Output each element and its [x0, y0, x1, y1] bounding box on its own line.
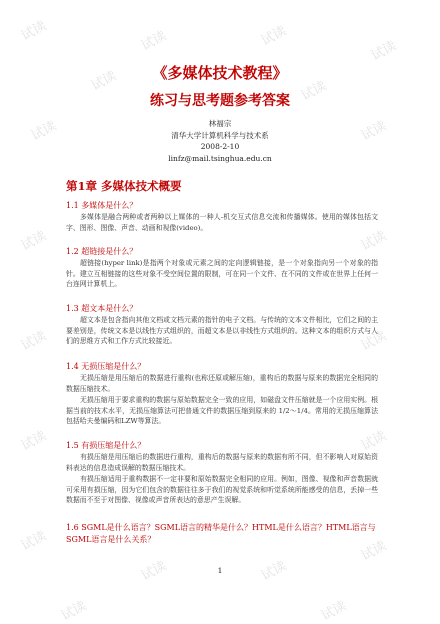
answer-1-5-p1: 有损压缩是用压缩后的数据进行重构，重构后的数据与原来的数据有所不同，但不影响人对原始资料表达的信息造成误解的数据压缩技术。: [66, 453, 378, 472]
watermark-text: 试读: [258, 23, 289, 49]
watermark-text: 试读: [28, 118, 59, 144]
answer-1-1-p1: 多媒体是融合两种或者两种以上媒体的一种人-机交互式信息交流和传播媒体。使用的媒体包括文字、图形、图像、声音、动画和视像(video)。: [66, 213, 378, 232]
watermark-text: 试读: [358, 118, 389, 144]
watermark-text: 试读: [58, 598, 89, 624]
watermark-text: 试读: [298, 78, 329, 104]
question-1-2: 1.2 超链接是什么？: [66, 247, 138, 256]
watermark-text: 试读: [18, 228, 49, 254]
watermark-text: 试读: [258, 558, 289, 584]
chapter-title: 第1章 多媒体技术概要: [66, 179, 182, 193]
watermark-text: 试读: [358, 538, 389, 564]
watermark-text: 试读: [138, 558, 169, 584]
watermark-text: 试读: [358, 428, 389, 454]
date: 2008-2-10: [200, 142, 240, 151]
watermark-text: 试读: [18, 328, 49, 354]
question-1-1: 1.1 多媒体是什么？: [66, 201, 138, 210]
question-1-3: 1.3 超文本是什么？: [66, 304, 138, 313]
answer-1-4-p1: 无损压缩是用压缩后的数据进行重构(也称还原或解压缩)，重构后的数据与原来的数据完全相同的数据压缩技术。: [66, 374, 378, 393]
answer-1-5-p2: 有损压缩适用于重构数据不一定非要和原始数据完全相同的应用。例如，图像、视像和声音数据就可采用有损压缩，因为它们包含的数据往往多于我们的视觉系统和听觉系统所能感受的信息，丢掉一些数据而不至于对图像、视像或声音所表达的意思产生误解。: [66, 475, 378, 505]
answer-1-3-p1: 超文本是包含指向其他文档或文档元素的指针的电子文档。与传统的文本文件相比，它们之间的主要差别是，传统文本是以线性方式组织的，而超文本是以非线性方式组织的。这种文本的组织方式与人们的思维方式和工作方式比较接近。: [66, 316, 378, 346]
watermark-text: 试读: [358, 228, 389, 254]
affiliation: 清华大学计算机科学与技术系: [171, 131, 269, 140]
question-1-5: 1.5 有损压缩是什么？: [66, 441, 146, 450]
watermark-text: 试读: [18, 528, 49, 554]
email: linfz@mail.tsinghua.edu.cn: [168, 154, 272, 163]
author: 林福宗: [208, 119, 232, 128]
watermark-text: 试读: [18, 18, 49, 44]
answer-1-4-p2: 无损压缩用于要求重构的数据与原始数据完全一致的应用，如磁盘文件压缩就是一个应用实例。根据当前的技术水平，无损压缩算法可把普通文件的数据压缩到原来的 1/2～1/4。常用的无损压缩算法包括哈夫曼编码和LZW等算法。: [66, 396, 378, 426]
watermark-text: 试读: [318, 598, 349, 624]
page-number: 1: [217, 566, 223, 575]
watermark-text: 试读: [138, 28, 169, 54]
answer-1-2-p1: 超链接(hyper link)是指两个对象或元素之间的定向逻辑链接，是一个对象指向另一个对象的指针。建立互相链接的这些对象不受空间位置的限制，可在同一个文件、在不同的文件或在世界上任何一台连网计算机上。: [66, 259, 378, 289]
watermark-text: 试读: [358, 328, 389, 354]
watermark-text: 试读: [88, 68, 119, 94]
watermark-text: 试读: [368, 38, 399, 64]
question-1-4: 1.4 无损压缩是什么？: [66, 362, 146, 371]
question-1-6: 1.6 SGML是什么语言？SGML语言的精华是什么？HTML是什么语言？HTML语言与SGML语言是什么关系？: [66, 523, 376, 544]
document-subtitle: 练习与思考题参考答案: [150, 93, 290, 109]
document-title: 《多媒体技术教程》: [152, 64, 288, 82]
watermark-text: 试读: [18, 428, 49, 454]
